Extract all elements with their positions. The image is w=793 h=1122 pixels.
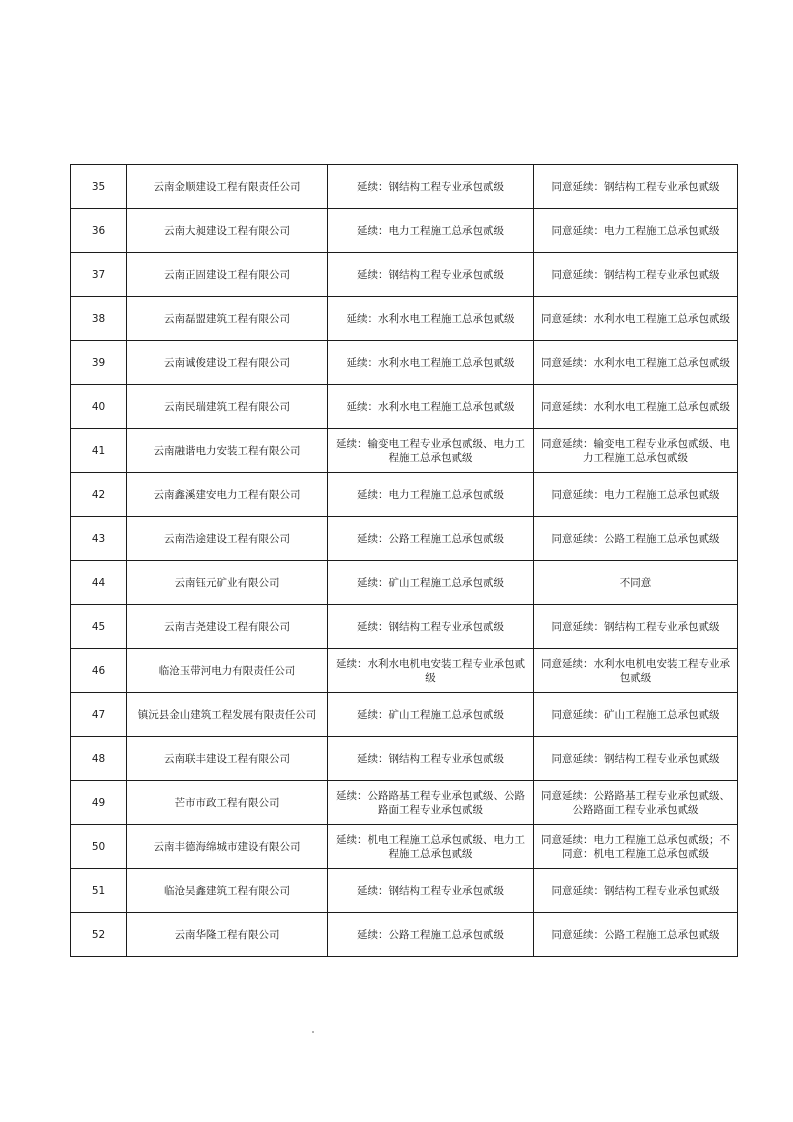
company-name: 云南浩途建设工程有限公司 <box>127 517 328 561</box>
row-number: 51 <box>71 869 127 913</box>
table-row <box>71 869 738 913</box>
table-row <box>71 473 738 517</box>
company-name: 云南丰德海绵城市建设有限公司 <box>127 825 328 869</box>
review-result: 不同意 <box>534 561 738 605</box>
company-name: 云南大昶建设工程有限公司 <box>127 209 328 253</box>
row-number: 46 <box>71 649 127 693</box>
request-item: 延续：钢结构工程专业承包贰级 <box>328 253 534 297</box>
company-name: 云南诚俊建设工程有限公司 <box>127 341 328 385</box>
table-row <box>71 913 738 957</box>
company-name: 云南正固建设工程有限公司 <box>127 253 328 297</box>
review-result: 同意延续：钢结构工程专业承包贰级 <box>534 165 738 209</box>
request-item: 延续：电力工程施工总承包贰级 <box>328 209 534 253</box>
row-number: 35 <box>71 165 127 209</box>
row-number: 49 <box>71 781 127 825</box>
table-row <box>71 297 738 341</box>
table-row <box>71 649 738 693</box>
company-name: 云南联丰建设工程有限公司 <box>127 737 328 781</box>
table-row <box>71 781 738 825</box>
table-row <box>71 517 738 561</box>
request-item: 延续：公路工程施工总承包贰级 <box>328 913 534 957</box>
row-number: 52 <box>71 913 127 957</box>
company-name: 临沧吴鑫建筑工程有限公司 <box>127 869 328 913</box>
review-result: 同意延续：电力工程施工总承包贰级 <box>534 209 738 253</box>
review-result: 同意延续：公路工程施工总承包贰级 <box>534 517 738 561</box>
request-item: 延续：水利水电机电安装工程专业承包贰级 <box>328 649 534 693</box>
row-number: 48 <box>71 737 127 781</box>
row-number: 41 <box>71 429 127 473</box>
review-result: 同意延续：电力工程施工总承包贰级 <box>534 473 738 517</box>
table-row <box>71 385 738 429</box>
row-number: 44 <box>71 561 127 605</box>
row-number: 50 <box>71 825 127 869</box>
request-item: 延续：公路路基工程专业承包贰级、公路路面工程专业承包贰级 <box>328 781 534 825</box>
row-number: 38 <box>71 297 127 341</box>
request-item: 延续：输变电工程专业承包贰级、电力工程施工总承包贰级 <box>328 429 534 473</box>
table-row <box>71 825 738 869</box>
review-result: 同意延续：水利水电工程施工总承包贰级 <box>534 341 738 385</box>
table-row <box>71 429 738 473</box>
table-row <box>71 605 738 649</box>
table-row <box>71 253 738 297</box>
request-item: 延续：电力工程施工总承包贰级 <box>328 473 534 517</box>
company-name: 云南金顺建设工程有限责任公司 <box>127 165 328 209</box>
company-name: 芒市市政工程有限公司 <box>127 781 328 825</box>
table-row <box>71 561 738 605</box>
request-item: 延续：机电工程施工总承包贰级、电力工程施工总承包贰级 <box>328 825 534 869</box>
review-result: 同意延续：钢结构工程专业承包贰级 <box>534 737 738 781</box>
row-number: 42 <box>71 473 127 517</box>
company-name: 临沧玉带河电力有限责任公司 <box>127 649 328 693</box>
review-result: 同意延续：矿山工程施工总承包贰级 <box>534 693 738 737</box>
company-name: 镇沅县金山建筑工程发展有限责任公司 <box>127 693 328 737</box>
company-name: 云南钰元矿业有限公司 <box>127 561 328 605</box>
request-item: 延续：钢结构工程专业承包贰级 <box>328 165 534 209</box>
request-item: 延续：水利水电工程施工总承包贰级 <box>328 341 534 385</box>
review-result: 同意延续：水利水电工程施工总承包贰级 <box>534 385 738 429</box>
request-item: 延续：钢结构工程专业承包贰级 <box>328 737 534 781</box>
company-name: 云南磊盟建筑工程有限公司 <box>127 297 328 341</box>
row-number: 37 <box>71 253 127 297</box>
review-result: 同意延续：公路路基工程专业承包贰级、公路路面工程专业承包贰级 <box>534 781 738 825</box>
request-item: 延续：公路工程施工总承包贰级 <box>328 517 534 561</box>
review-result: 同意延续：输变电工程专业承包贰级、电力工程施工总承包贰级 <box>534 429 738 473</box>
review-result: 同意延续：公路工程施工总承包贰级 <box>534 913 738 957</box>
request-item: 延续：水利水电工程施工总承包贰级 <box>328 297 534 341</box>
request-item: 延续：矿山工程施工总承包贰级 <box>328 561 534 605</box>
review-result: 同意延续：电力工程施工总承包贰级；不同意：机电工程施工总承包贰级 <box>534 825 738 869</box>
table-row <box>71 209 738 253</box>
table-body <box>71 165 738 957</box>
company-name: 云南吉尧建设工程有限公司 <box>127 605 328 649</box>
review-result: 同意延续：水利水电机电安装工程专业承包贰级 <box>534 649 738 693</box>
review-result: 同意延续：钢结构工程专业承包贰级 <box>534 605 738 649</box>
table-row <box>71 693 738 737</box>
row-number: 47 <box>71 693 127 737</box>
request-item: 延续：钢结构工程专业承包贰级 <box>328 605 534 649</box>
row-number: 45 <box>71 605 127 649</box>
row-number: 39 <box>71 341 127 385</box>
company-name: 云南鑫溪建安电力工程有限公司 <box>127 473 328 517</box>
qualification-approval-table <box>70 164 738 957</box>
scan-speck <box>312 1031 314 1033</box>
review-result: 同意延续：钢结构工程专业承包贰级 <box>534 869 738 913</box>
request-item: 延续：水利水电工程施工总承包贰级 <box>328 385 534 429</box>
company-name: 云南华隆工程有限公司 <box>127 913 328 957</box>
table-row <box>71 737 738 781</box>
review-result: 同意延续：水利水电工程施工总承包贰级 <box>534 297 738 341</box>
request-item: 延续：矿山工程施工总承包贰级 <box>328 693 534 737</box>
table-row <box>71 341 738 385</box>
company-name: 云南融谐电力安装工程有限公司 <box>127 429 328 473</box>
company-name: 云南民瑞建筑工程有限公司 <box>127 385 328 429</box>
row-number: 36 <box>71 209 127 253</box>
review-result: 同意延续：钢结构工程专业承包贰级 <box>534 253 738 297</box>
row-number: 40 <box>71 385 127 429</box>
row-number: 43 <box>71 517 127 561</box>
request-item: 延续：钢结构工程专业承包贰级 <box>328 869 534 913</box>
table-row <box>71 165 738 209</box>
